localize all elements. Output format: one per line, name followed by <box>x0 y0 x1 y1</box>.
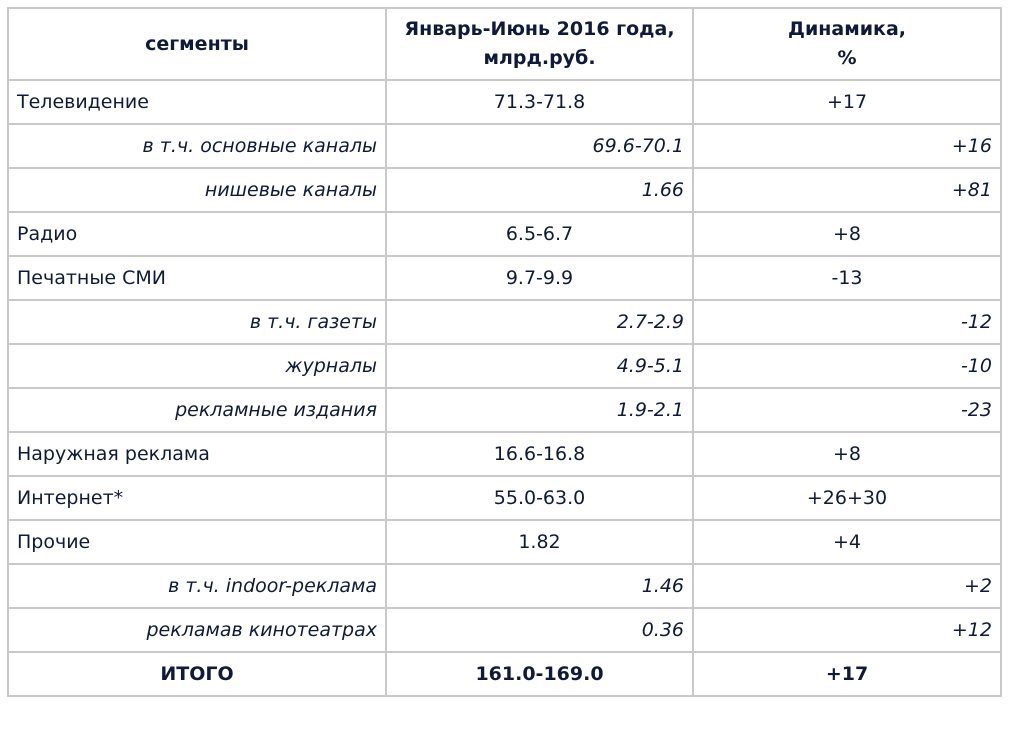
row-segment: Наружная реклама <box>8 432 386 476</box>
table-row <box>8 608 1001 652</box>
header-period-line1: Январь-Июнь 2016 года, <box>404 18 675 40</box>
row-dynamics: +2 <box>693 564 1001 608</box>
row-dynamics: +8 <box>693 212 1001 256</box>
header-dynamics <box>693 8 1001 80</box>
row-segment: рекламные издания <box>8 388 386 432</box>
table-row <box>8 168 1001 212</box>
table-row <box>8 300 1001 344</box>
row-dynamics: -13 <box>693 256 1001 300</box>
row-dynamics: +8 <box>693 432 1001 476</box>
row-segment: в т.ч. indoor-реклама <box>8 564 386 608</box>
row-segment: Прочие <box>8 520 386 564</box>
table-row <box>8 432 1001 476</box>
row-segment: в т.ч. основные каналы <box>8 124 386 168</box>
row-value: 6.5-6.7 <box>386 212 693 256</box>
table-row <box>8 388 1001 432</box>
row-segment: журналы <box>8 344 386 388</box>
table-row <box>8 476 1001 520</box>
row-dynamics: +26+30 <box>693 476 1001 520</box>
row-dynamics: -23 <box>693 388 1001 432</box>
row-value: 69.6-70.1 <box>386 124 693 168</box>
table-row <box>8 256 1001 300</box>
table-row <box>8 124 1001 168</box>
table-row <box>8 520 1001 564</box>
table-row <box>8 212 1001 256</box>
row-dynamics: +17 <box>693 80 1001 124</box>
header-period-line2: млрд.руб. <box>483 47 596 69</box>
row-value: 2.7-2.9 <box>386 300 693 344</box>
row-value: 1.46 <box>386 564 693 608</box>
row-value: 1.82 <box>386 520 693 564</box>
row-segment: Радио <box>8 212 386 256</box>
total-row <box>8 652 1001 696</box>
row-value: 71.3-71.8 <box>386 80 693 124</box>
row-value: 0.36 <box>386 608 693 652</box>
row-value: 1.9-2.1 <box>386 388 693 432</box>
row-segment: Печатные СМИ <box>8 256 386 300</box>
total-value: 161.0-169.0 <box>386 652 693 696</box>
row-value: 1.66 <box>386 168 693 212</box>
row-value: 9.7-9.9 <box>386 256 693 300</box>
row-segment: рекламав кинотеатрах <box>8 608 386 652</box>
header-dynamics-line1: Динамика, <box>788 18 906 40</box>
total-dynamics: +17 <box>693 652 1001 696</box>
header-segments-label: сегменты <box>145 32 249 55</box>
table-row <box>8 80 1001 124</box>
table-container <box>7 7 1002 697</box>
row-dynamics: -12 <box>693 300 1001 344</box>
table-row <box>8 344 1001 388</box>
row-segment: Телевидение <box>8 80 386 124</box>
header-row <box>8 8 1001 80</box>
row-segment: Интернет* <box>8 476 386 520</box>
row-value: 4.9-5.1 <box>386 344 693 388</box>
row-value: 16.6-16.8 <box>386 432 693 476</box>
row-dynamics: +4 <box>693 520 1001 564</box>
table-row <box>8 564 1001 608</box>
row-value: 55.0-63.0 <box>386 476 693 520</box>
row-dynamics: +81 <box>693 168 1001 212</box>
header-period <box>386 8 693 80</box>
total-segment: ИТОГО <box>8 652 386 696</box>
header-dynamics-line2: % <box>837 47 857 69</box>
row-segment: в т.ч. газеты <box>8 300 386 344</box>
row-dynamics: -10 <box>693 344 1001 388</box>
row-dynamics: +16 <box>693 124 1001 168</box>
ad-market-table <box>7 7 1002 697</box>
row-segment: нишевые каналы <box>8 168 386 212</box>
header-segments <box>8 8 386 80</box>
row-dynamics: +12 <box>693 608 1001 652</box>
